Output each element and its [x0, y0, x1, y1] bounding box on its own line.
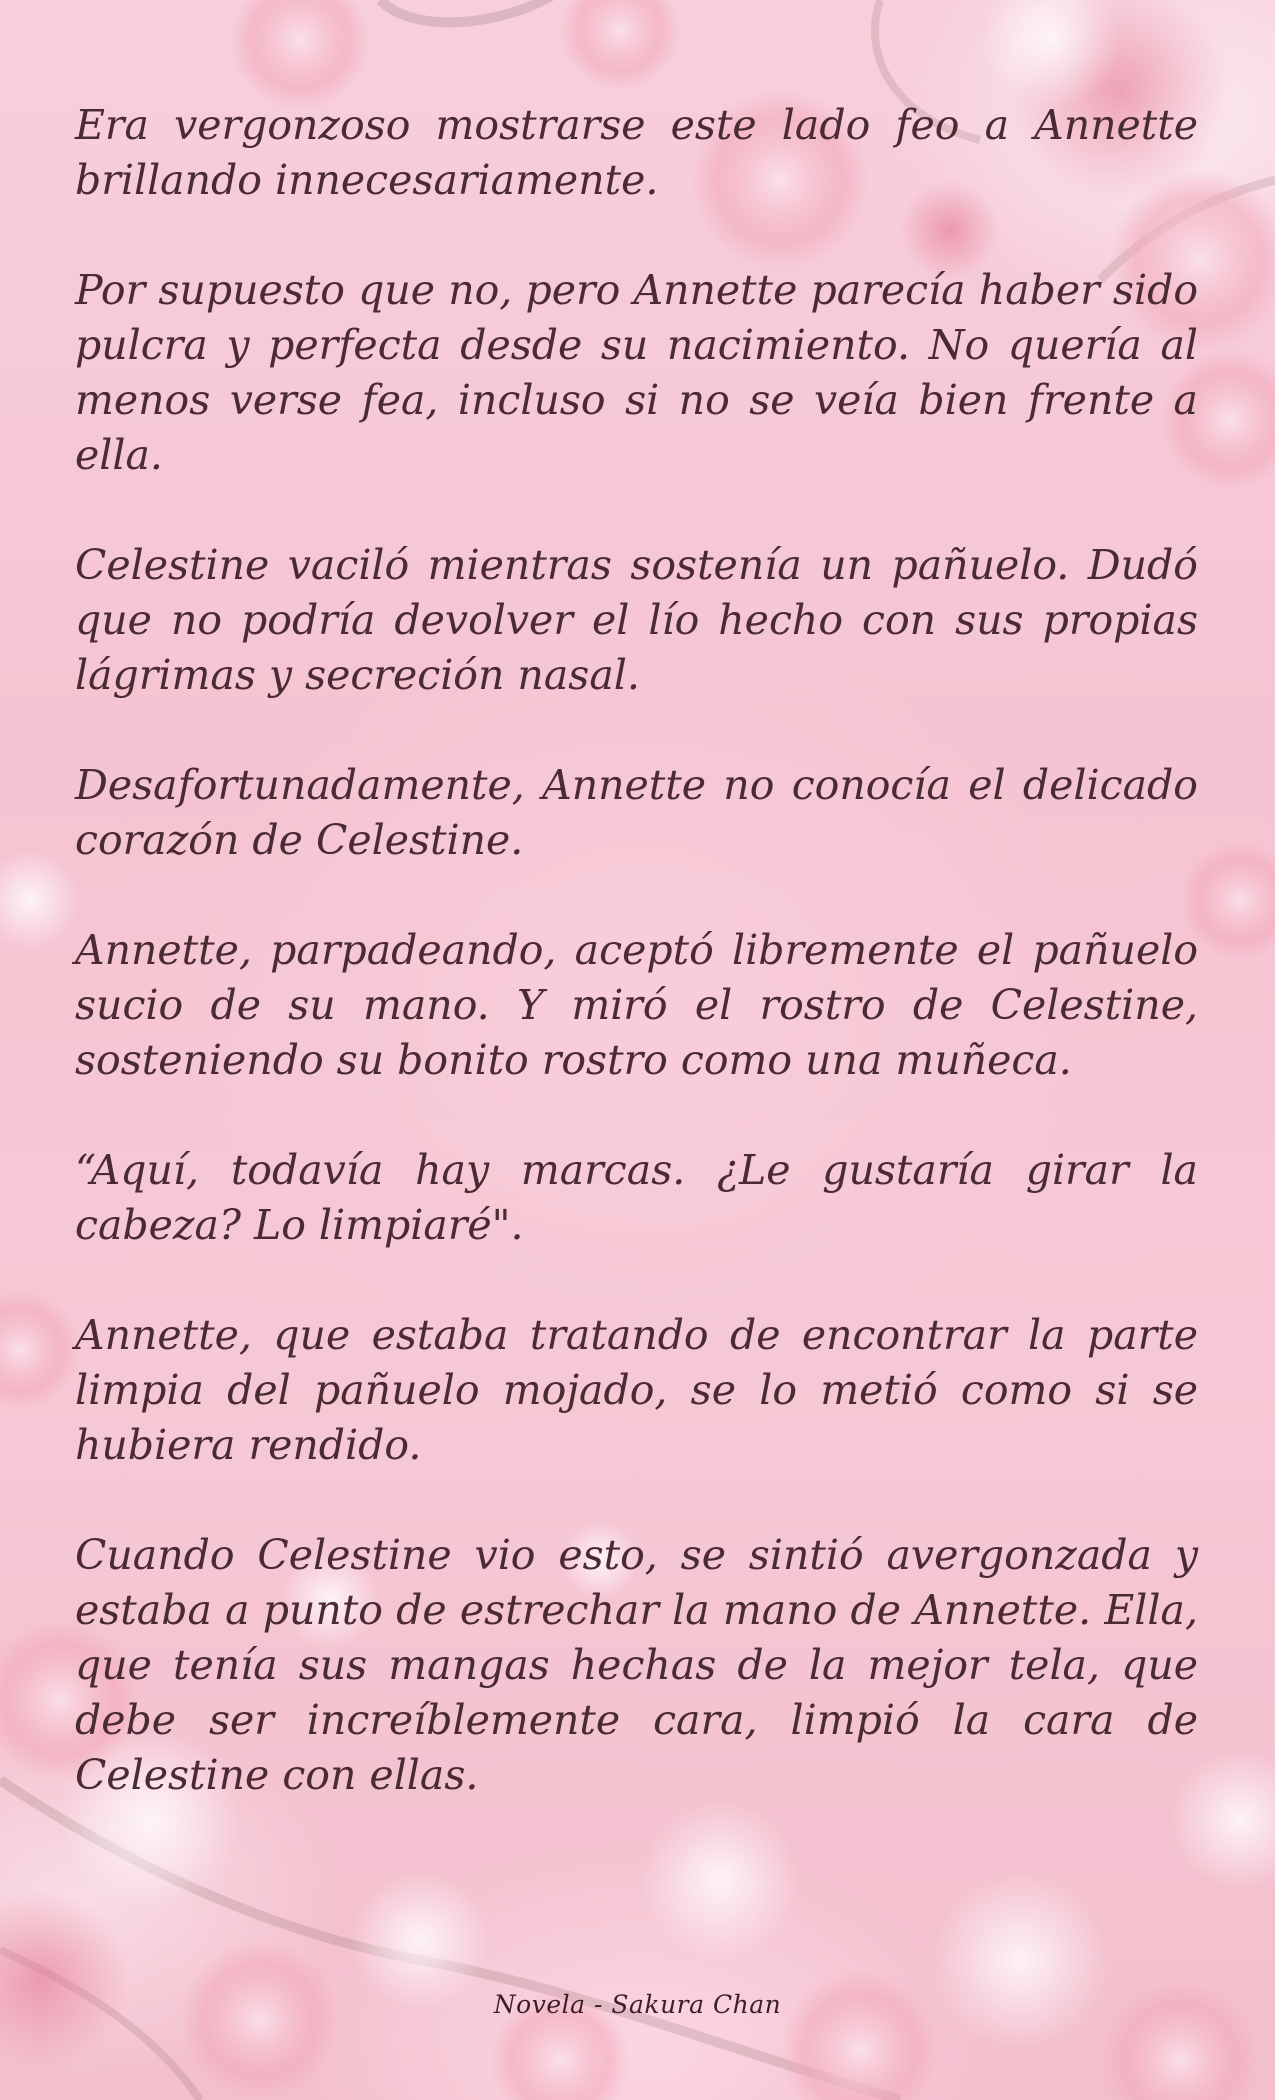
paragraph: Cuando Celestine vio esto, se sintió avergonzada y estaba a punto de estrechar la mano de Annette. Ella, que tenía sus mangas hechas de la mejor tela, que debe ser increíblemente cara, limpió la cara de Celestine con ellas.	[75, 1531, 1198, 1799]
footer-credit: Novela - Sakura Chan	[493, 1990, 782, 2019]
paragraph: “Aquí, todavía hay marcas. ¿Le gustaría girar la cabeza? Lo limpiaré".	[75, 1146, 1198, 1249]
paragraph: Annette, parpadeando, aceptó libremente el pañuelo sucio de su mano. Y miró el rostro de Celestine, sosteniendo su bonito rostro como una muñeca.	[75, 926, 1198, 1084]
paragraph: Annette, que estaba tratando de encontrar la parte limpia del pañuelo mojado, se lo metió como si se hubiera rendido.	[75, 1311, 1198, 1469]
paragraph: Celestine vaciló mientras sostenía un pañuelo. Dudó que no podría devolver el lío hecho con sus propias lágrimas y secreción nasal.	[75, 541, 1198, 699]
paragraph: Por supuesto que no, pero Annette parecía haber sido pulcra y perfecta desde su nacimiento. No quería al menos verse fea, incluso si no se veía bien frente a ella.	[75, 266, 1198, 479]
novel-text	[75, 98, 1198, 1858]
paragraph: Desafortunadamente, Annette no conocía el delicado corazón de Celestine.	[75, 761, 1198, 864]
paragraph: Era vergonzoso mostrarse este lado feo a Annette brillando innecesariamente.	[75, 101, 1198, 204]
